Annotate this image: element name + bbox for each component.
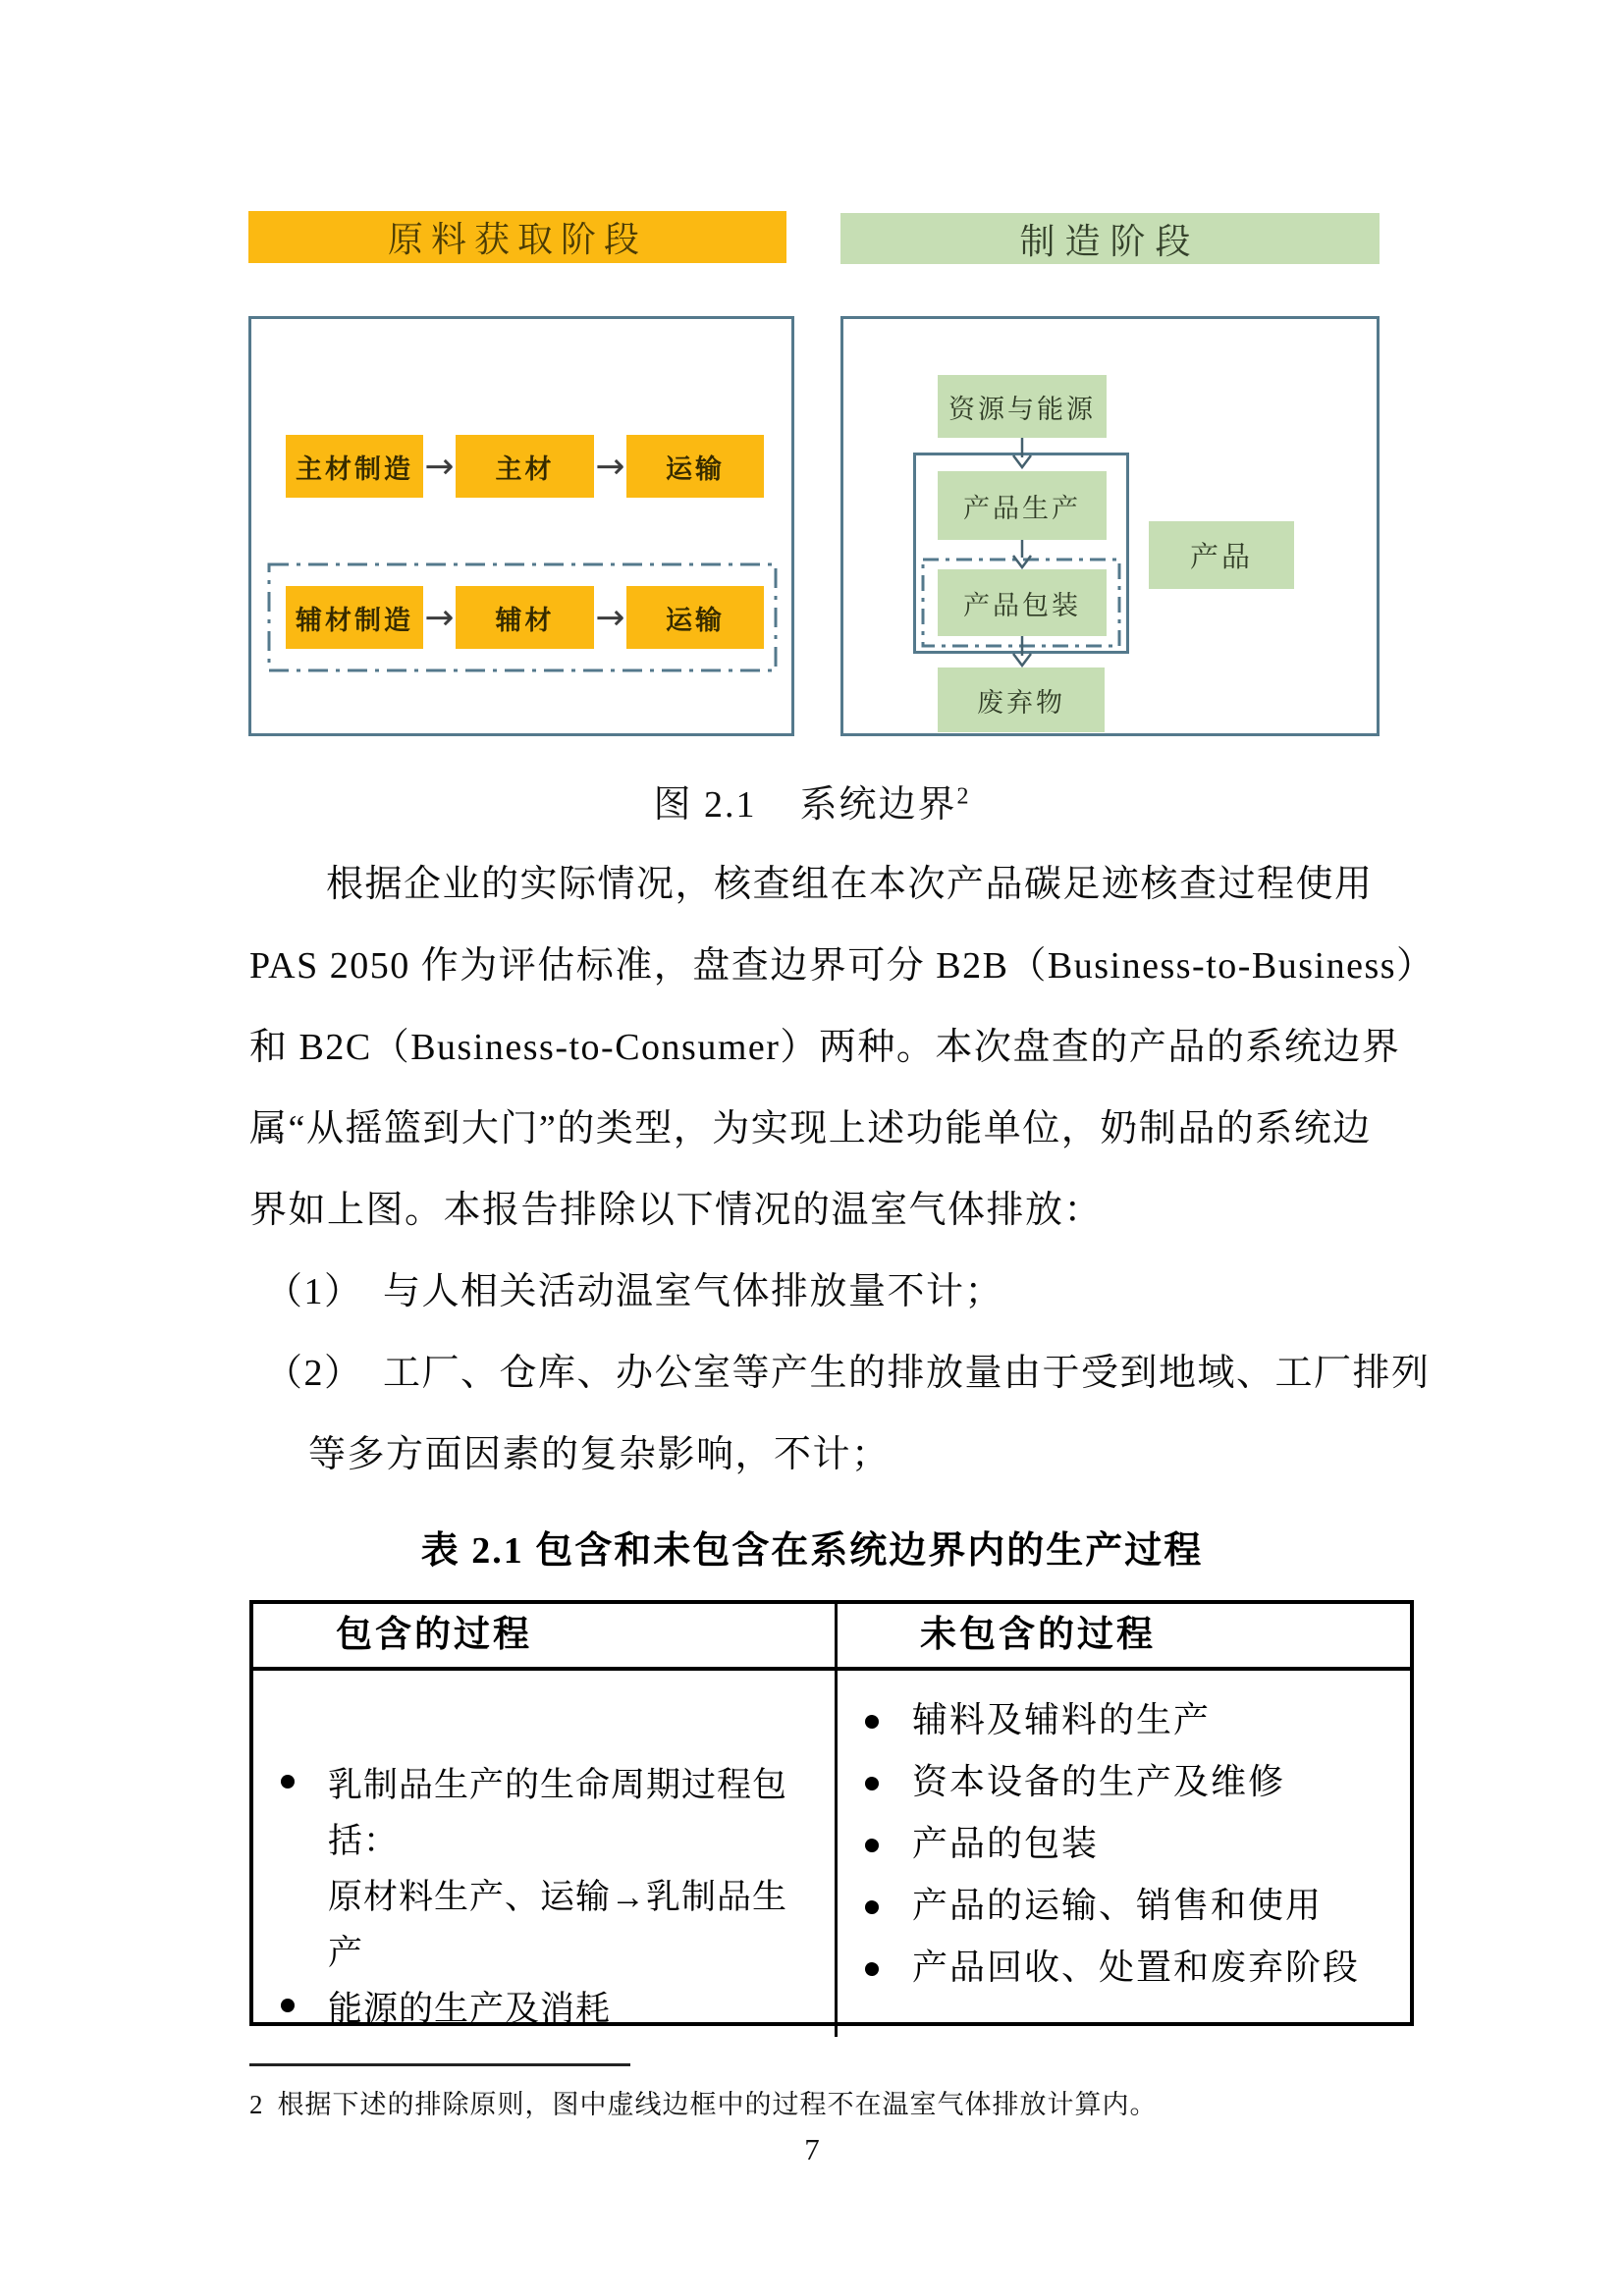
node-main-material-manufacture	[286, 435, 423, 498]
footnote	[249, 2083, 1418, 2121]
node-product	[1149, 521, 1294, 589]
node-label: 主材制造	[296, 454, 413, 484]
list-item	[838, 1882, 1410, 1930]
arrow-right-glyph: →	[595, 597, 625, 638]
footnote-marker: 2	[249, 2090, 264, 2119]
body-list-item-2: （2） 工厂、仓库、办公室等产生的排放量由于受到地域、工厂排列	[265, 1353, 1431, 1394]
list-item	[253, 1757, 835, 1981]
list-item	[253, 1981, 835, 2037]
node-label: 辅材	[495, 605, 555, 635]
node-transport-1	[626, 435, 764, 498]
list-item-text: 产品的包装	[912, 1824, 1100, 1863]
arrow-right-glyph: →	[595, 446, 625, 487]
footnote-divider	[249, 2063, 630, 2066]
page-number: 7	[804, 2132, 820, 2166]
table-header-included	[253, 1604, 838, 1667]
table-header-excluded	[838, 1604, 1410, 1667]
node-resources-energy	[938, 375, 1107, 438]
arrow-right-icon	[423, 586, 456, 649]
list-item	[838, 1696, 1410, 1744]
list-item-text: 资本设备的生产及维修	[912, 1762, 1286, 1801]
body-line: 属“从摇篮到大门”的类型，为实现上述功能单位，奶制品的系统边	[249, 1108, 1372, 1149]
arrow-down-icon	[1009, 540, 1035, 569]
arrow-right-icon	[423, 435, 456, 498]
right-stage-header-label: 制造阶段	[1019, 221, 1201, 261]
arrow-down-icon	[1009, 438, 1035, 469]
list-item-text: 乳制品生产的生命周期过程包括：	[328, 1766, 788, 1860]
left-stage-header-label: 原料获取阶段	[387, 220, 647, 259]
node-product-packaging	[938, 569, 1107, 636]
table-cell-excluded	[838, 1671, 1410, 2037]
arrow-right-glyph: →	[424, 446, 455, 487]
table-header-row	[253, 1604, 1410, 1671]
raw-material-stage-box	[248, 316, 794, 736]
figure-caption-title: 系统边界	[799, 784, 957, 826]
node-product-production	[938, 471, 1107, 540]
bullet-icon	[865, 1962, 879, 1976]
figure-caption	[0, 774, 1624, 828]
list-item-text: 辅料及辅料的生产	[912, 1700, 1212, 1739]
table-body-row	[253, 1671, 1410, 2037]
body-line: PAS 2050 作为评估标准，盘查边界可分 B2B（Business-to-Business）	[249, 945, 1435, 987]
list-item-text: 能源的生产及消耗	[328, 1990, 612, 2028]
body-list-item-1: （1） 与人相关活动温室气体排放量不计；	[265, 1271, 1004, 1312]
node-label: 废弃物	[977, 687, 1065, 718]
arrow-right-icon	[594, 435, 626, 498]
list-item-text: 产品的运输、销售和使用	[912, 1886, 1324, 1925]
list-item-text: 原材料生产、运输→乳制品生产	[328, 1878, 788, 1972]
bullet-icon	[281, 1999, 295, 2012]
body-line: 界如上图。本报告排除以下情况的温室气体排放：	[249, 1190, 1104, 1231]
node-label: 辅材制造	[296, 605, 413, 635]
node-waste	[938, 667, 1105, 732]
node-label: 产品包装	[963, 590, 1081, 620]
body-line: 根据企业的实际情况，核查组在本次产品碳足迹核查过程使用	[326, 864, 1374, 905]
node-label: 产品生产	[963, 493, 1081, 523]
list-item-text: 产品回收、处置和废弃阶段	[912, 1948, 1361, 1987]
node-aux-material	[456, 586, 594, 649]
list-item	[838, 1944, 1410, 1992]
node-label: 运输	[666, 454, 725, 484]
bullet-icon	[865, 1715, 879, 1729]
node-main-material	[456, 435, 594, 498]
footnote-text: 根据下述的排除原则，图中虚线边框中的过程不在温室气体排放计算内。	[277, 2090, 1158, 2119]
body-text	[249, 844, 1435, 1496]
list-item	[838, 1758, 1410, 1806]
figure-caption-footnote-ref: 2	[956, 783, 971, 810]
table-2-1	[249, 1600, 1414, 2026]
node-label: 产品	[1189, 542, 1253, 573]
bullet-icon	[281, 1775, 295, 1789]
table-cell-included	[253, 1671, 838, 2037]
list-item	[838, 1820, 1410, 1868]
arrow-down-icon	[1009, 636, 1035, 667]
arrow-right-icon	[594, 586, 626, 649]
arrow-right-glyph: →	[424, 597, 455, 638]
left-stage-header	[248, 211, 786, 263]
bullet-icon	[865, 1900, 879, 1914]
table-title: 表 2.1 包含和未包含在系统边界内的生产过程	[420, 1530, 1204, 1572]
bullet-icon	[865, 1839, 879, 1852]
node-transport-2	[626, 586, 764, 649]
bullet-icon	[865, 1777, 879, 1790]
figure-caption-label: 图 2.1	[653, 784, 757, 826]
node-label: 资源与能源	[948, 394, 1096, 424]
node-aux-material-manufacture	[286, 586, 423, 649]
body-line: 和 B2C（Business-to-Consumer）两种。本次盘查的产品的系统边界	[249, 1027, 1401, 1068]
table-header-label: 包含的过程	[336, 1615, 532, 1655]
node-label: 运输	[666, 605, 725, 635]
table-header-label: 未包含的过程	[920, 1615, 1156, 1655]
body-list-item-2-continued: 等多方面因素的复杂影响，不计；	[308, 1434, 891, 1475]
right-stage-header	[840, 213, 1380, 264]
node-label: 主材	[495, 454, 555, 484]
